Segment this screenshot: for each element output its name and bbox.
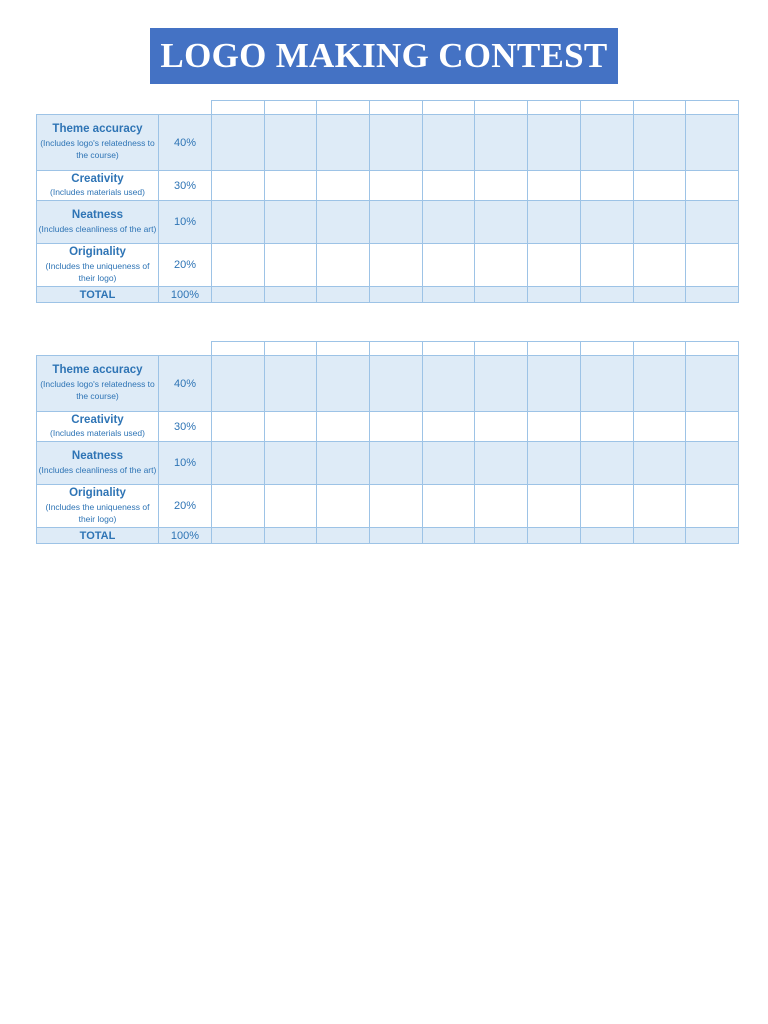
criterion-score-cell[interactable] [317, 356, 370, 412]
criterion-cell [37, 201, 159, 244]
criterion-name: Theme accuracy [52, 364, 143, 377]
criterion-cell [37, 244, 159, 287]
criterion-cell [37, 412, 159, 442]
criterion-score-cell[interactable] [212, 412, 265, 442]
criterion-weight: 30% [159, 412, 212, 442]
criterion-row [37, 412, 739, 442]
criterion-row [37, 201, 739, 244]
criterion-score-cell[interactable] [686, 442, 739, 485]
criterion-description: (Includes materials used) [50, 187, 145, 198]
criterion-score-cell[interactable] [264, 244, 317, 287]
criterion-score-cell[interactable] [528, 115, 581, 171]
criterion-score-cell[interactable] [422, 171, 475, 201]
criterion-score-cell[interactable] [212, 244, 265, 287]
criterion-score-cell[interactable] [422, 244, 475, 287]
criterion-score-cell[interactable] [580, 201, 633, 244]
criterion-score-cell[interactable] [475, 171, 528, 201]
criterion-cell [37, 442, 159, 485]
criterion-weight: 20% [159, 485, 212, 528]
criterion-score-cell[interactable] [422, 201, 475, 244]
criterion-score-cell[interactable] [264, 412, 317, 442]
criterion-row [37, 171, 739, 201]
total-score-cell[interactable] [317, 528, 370, 544]
criterion-score-cell[interactable] [580, 115, 633, 171]
criterion-score-cell[interactable] [633, 412, 686, 442]
criterion-score-cell[interactable] [264, 485, 317, 528]
total-score-cell[interactable] [528, 287, 581, 303]
scoring-table-1 [36, 100, 739, 303]
total-score-cell[interactable] [633, 287, 686, 303]
criterion-name: Neatness [71, 450, 124, 463]
contestant-name-cell[interactable] [475, 101, 528, 115]
criterion-cell [37, 485, 159, 528]
criterion-score-cell[interactable] [633, 115, 686, 171]
criterion-score-cell[interactable] [475, 356, 528, 412]
criterion-score-cell[interactable] [370, 442, 423, 485]
criterion-score-cell[interactable] [475, 485, 528, 528]
criterion-weight: 20% [159, 244, 212, 287]
contestant-name-cell[interactable] [212, 101, 265, 115]
criterion-row [37, 115, 739, 171]
contestant-name-cell[interactable] [317, 342, 370, 356]
criterion-score-cell[interactable] [475, 412, 528, 442]
criterion-score-cell[interactable] [264, 115, 317, 171]
total-score-cell[interactable] [317, 287, 370, 303]
criterion-row [37, 356, 739, 412]
criterion-score-cell[interactable] [370, 485, 423, 528]
criterion-score-cell[interactable] [317, 115, 370, 171]
criterion-score-cell[interactable] [370, 412, 423, 442]
criterion-score-cell[interactable] [580, 244, 633, 287]
total-score-cell[interactable] [686, 287, 739, 303]
criterion-score-cell[interactable] [686, 115, 739, 171]
criterion-name: Neatness [71, 209, 124, 222]
criterion-score-cell[interactable] [580, 442, 633, 485]
total-row [37, 287, 739, 303]
contestant-name-cell[interactable] [633, 101, 686, 115]
criterion-score-cell[interactable] [317, 442, 370, 485]
criterion-score-cell[interactable] [212, 442, 265, 485]
criterion-name: Creativity [71, 413, 124, 426]
criterion-description: (Includes cleanliness of the art) [38, 464, 157, 475]
criterion-score-cell[interactable] [633, 485, 686, 528]
criterion-weight: 30% [159, 171, 212, 201]
criterion-score-cell[interactable] [212, 356, 265, 412]
contestant-name-cell[interactable] [475, 342, 528, 356]
criterion-description: (Includes the uniqueness of their logo) [45, 501, 150, 524]
criterion-score-cell[interactable] [422, 442, 475, 485]
criterion-score-cell[interactable] [633, 356, 686, 412]
criterion-cell [37, 171, 159, 201]
contestant-name-cell[interactable] [370, 101, 423, 115]
criterion-score-cell[interactable] [686, 201, 739, 244]
contestant-name-cell[interactable] [370, 342, 423, 356]
criterion-weight: 10% [159, 201, 212, 244]
criterion-score-cell[interactable] [422, 412, 475, 442]
criterion-score-cell[interactable] [317, 412, 370, 442]
criterion-score-cell[interactable] [633, 244, 686, 287]
contestant-header-row [37, 101, 739, 115]
empty-corner [159, 342, 212, 356]
total-score-cell[interactable] [475, 287, 528, 303]
total-score-cell[interactable] [580, 287, 633, 303]
total-score-cell[interactable] [212, 528, 265, 544]
criterion-score-cell[interactable] [633, 442, 686, 485]
criterion-score-cell[interactable] [686, 244, 739, 287]
criterion-score-cell[interactable] [633, 171, 686, 201]
contestant-name-cell[interactable] [686, 101, 739, 115]
criterion-score-cell[interactable] [317, 485, 370, 528]
total-label: TOTAL [37, 528, 159, 544]
contestant-name-cell[interactable] [212, 342, 265, 356]
contestant-name-cell[interactable] [580, 101, 633, 115]
contestant-name-cell[interactable] [633, 342, 686, 356]
total-score-cell[interactable] [580, 528, 633, 544]
criterion-score-cell[interactable] [528, 244, 581, 287]
criterion-name: Theme accuracy [52, 123, 143, 136]
total-score-cell[interactable] [475, 528, 528, 544]
criterion-description: (Includes materials used) [50, 428, 145, 439]
criterion-score-cell[interactable] [686, 171, 739, 201]
contestant-name-cell[interactable] [528, 101, 581, 115]
criterion-score-cell[interactable] [317, 244, 370, 287]
total-score-cell[interactable] [422, 287, 475, 303]
criterion-weight: 10% [159, 442, 212, 485]
criterion-description: (Includes logo's relatedness to the course) [40, 379, 155, 402]
criterion-name: Originality [69, 245, 126, 258]
criterion-score-cell[interactable] [686, 356, 739, 412]
criterion-score-cell[interactable] [264, 442, 317, 485]
criterion-score-cell[interactable] [370, 115, 423, 171]
criterion-cell [37, 356, 159, 412]
criterion-score-cell[interactable] [580, 485, 633, 528]
criterion-cell [37, 115, 159, 171]
scoring-table-2 [36, 341, 739, 544]
contestant-name-cell[interactable] [264, 342, 317, 356]
total-score-cell[interactable] [264, 287, 317, 303]
criterion-score-cell[interactable] [686, 412, 739, 442]
criterion-description: (Includes the uniqueness of their logo) [45, 260, 150, 283]
criterion-score-cell[interactable] [528, 201, 581, 244]
criterion-name: Creativity [71, 172, 124, 185]
criterion-score-cell[interactable] [528, 412, 581, 442]
criterion-score-cell[interactable] [264, 201, 317, 244]
criterion-score-cell[interactable] [264, 356, 317, 412]
contestant-name-cell[interactable] [422, 101, 475, 115]
criterion-score-cell[interactable] [212, 115, 265, 171]
criterion-score-cell[interactable] [422, 115, 475, 171]
criterion-score-cell[interactable] [528, 442, 581, 485]
criterion-score-cell[interactable] [686, 485, 739, 528]
total-score-cell[interactable] [528, 528, 581, 544]
empty-corner [159, 101, 212, 115]
total-weight: 100% [159, 287, 212, 303]
criterion-score-cell[interactable] [580, 412, 633, 442]
contestant-name-cell[interactable] [528, 342, 581, 356]
criterion-score-cell[interactable] [580, 356, 633, 412]
total-weight: 100% [159, 528, 212, 544]
total-score-cell[interactable] [370, 287, 423, 303]
criterion-score-cell[interactable] [422, 356, 475, 412]
total-score-cell[interactable] [264, 528, 317, 544]
criterion-score-cell[interactable] [370, 201, 423, 244]
total-label: TOTAL [37, 287, 159, 303]
criterion-score-cell[interactable] [212, 201, 265, 244]
criterion-score-cell[interactable] [370, 356, 423, 412]
criterion-weight: 40% [159, 115, 212, 171]
criterion-score-cell[interactable] [212, 485, 265, 528]
total-score-cell[interactable] [633, 528, 686, 544]
contestant-name-cell[interactable] [264, 101, 317, 115]
criterion-score-cell[interactable] [528, 356, 581, 412]
criterion-score-cell[interactable] [528, 171, 581, 201]
criterion-score-cell[interactable] [370, 171, 423, 201]
contestant-name-cell[interactable] [580, 342, 633, 356]
criterion-score-cell[interactable] [475, 442, 528, 485]
criterion-score-cell[interactable] [422, 485, 475, 528]
contestant-name-cell[interactable] [686, 342, 739, 356]
criterion-score-cell[interactable] [370, 244, 423, 287]
criterion-score-cell[interactable] [475, 244, 528, 287]
criterion-score-cell[interactable] [528, 485, 581, 528]
criterion-score-cell[interactable] [475, 115, 528, 171]
criterion-score-cell[interactable] [317, 201, 370, 244]
contestant-header-row [37, 342, 739, 356]
title-banner [150, 28, 618, 84]
criterion-score-cell[interactable] [580, 171, 633, 201]
criterion-description: (Includes logo's relatedness to the course) [40, 138, 155, 161]
criterion-score-cell[interactable] [633, 201, 686, 244]
contestant-name-cell[interactable] [317, 101, 370, 115]
empty-corner [37, 101, 159, 115]
total-score-cell[interactable] [422, 528, 475, 544]
criterion-row [37, 244, 739, 287]
criterion-name: Originality [69, 486, 126, 499]
contestant-name-cell[interactable] [422, 342, 475, 356]
total-row [37, 528, 739, 544]
criterion-score-cell[interactable] [264, 171, 317, 201]
criterion-score-cell[interactable] [475, 201, 528, 244]
criterion-weight: 40% [159, 356, 212, 412]
criterion-row [37, 485, 739, 528]
empty-corner [37, 342, 159, 356]
criterion-row [37, 442, 739, 485]
criterion-score-cell[interactable] [317, 171, 370, 201]
total-score-cell[interactable] [370, 528, 423, 544]
criterion-score-cell[interactable] [212, 171, 265, 201]
total-score-cell[interactable] [686, 528, 739, 544]
page-title: LOGO MAKING CONTEST [160, 36, 608, 75]
total-score-cell[interactable] [212, 287, 265, 303]
criterion-description: (Includes cleanliness of the art) [38, 223, 157, 234]
